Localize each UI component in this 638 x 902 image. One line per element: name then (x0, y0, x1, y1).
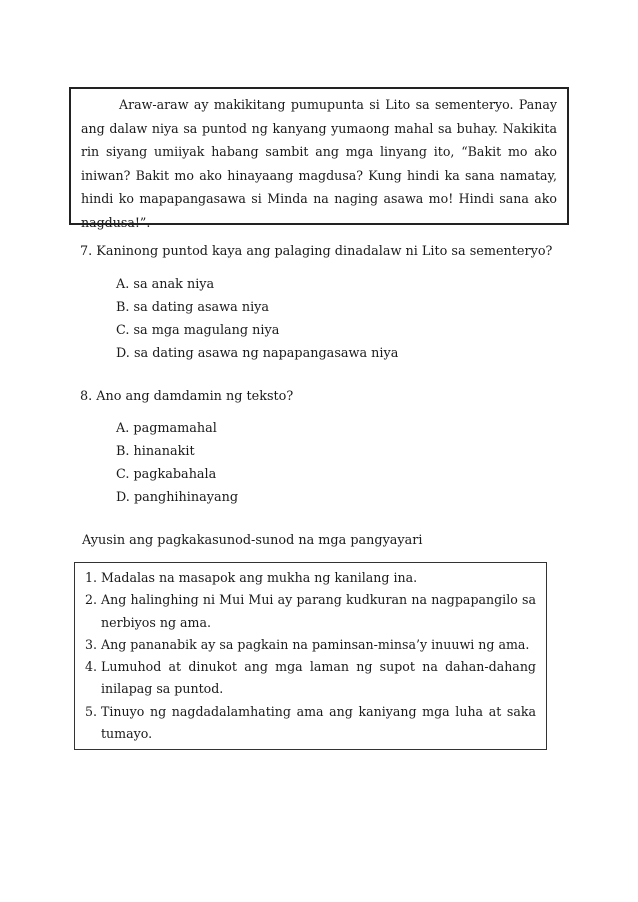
choice-8d: D. panghihinayang (116, 490, 239, 505)
ordering-box (74, 562, 547, 750)
order-item-number: 4. (85, 659, 98, 675)
order-item (85, 567, 536, 589)
question-8: 8. Ano ang damdamin ng teksto? (80, 389, 294, 404)
order-item-text: Lumuhod at dinukot ang mga laman ng supot na dahan-dahang inilapag sa puntod. (101, 659, 536, 697)
choice-7a: A. sa anak niya (116, 277, 215, 292)
order-item-text: Madalas na masapok ang mukha ng kanilang ina. (101, 570, 418, 585)
order-item-number: 1. (85, 570, 98, 585)
order-item-text: Ang pananabik ay sa pagkain na paminsan-minsa’y inuuwi ng ama. (101, 636, 530, 652)
question-8-choices (116, 417, 238, 509)
ordering-instruction: Ayusin ang pagkakasunod-sunod na mga pangyayari (82, 533, 423, 548)
passage-text: Araw-araw ay makikitang pumupunta si Lito sa sementeryo. Panay ang dalaw niya sa puntod ng kanyang yumaong mahal sa buhay. Nakikita rin siyang umiiyak habang sambit ang mga linyang ito, “Bakit mo ako iniwan? Bakit mo ako hinayaang magdusa? Kung hindi ka sana namatay, hindi ko mapapangasawa si Minda na naging asawa mo! Hindi sana ako nagdusa!”. (81, 97, 557, 230)
choice-7b: B. sa dating asawa niya (116, 300, 270, 315)
order-item-number: 5. (85, 703, 98, 719)
order-item (85, 634, 536, 656)
order-item-number: 2. (85, 592, 98, 608)
passage-box (69, 87, 569, 230)
choice-7d: D. sa dating asawa ng napapangasawa niya (116, 346, 399, 361)
order-item-text: Ang halinghing ni Mui Mui ay parang kudkuran na nagpapangilo sa nerbiyos ng ama. (101, 592, 536, 630)
order-item (85, 656, 536, 701)
choice-8b: B. hinanakit (116, 444, 195, 459)
choice-8c: C. pagkabahala (116, 467, 217, 482)
choice-7c: C. sa mga magulang niya (116, 323, 280, 338)
order-item (85, 701, 536, 746)
choice-8a: A. pagmamahal (116, 421, 217, 436)
order-item (85, 589, 536, 634)
question-7-choices (116, 273, 398, 365)
order-item-number: 3. (85, 636, 98, 652)
order-item-text: Tinuyo ng nagdadalamhating ama ang kaniyang mga luha at saka tumayo. (101, 703, 536, 742)
question-7: 7. Kaninong puntod kaya ang palaging dinadalaw ni Lito sa sementeryo? (80, 244, 553, 259)
